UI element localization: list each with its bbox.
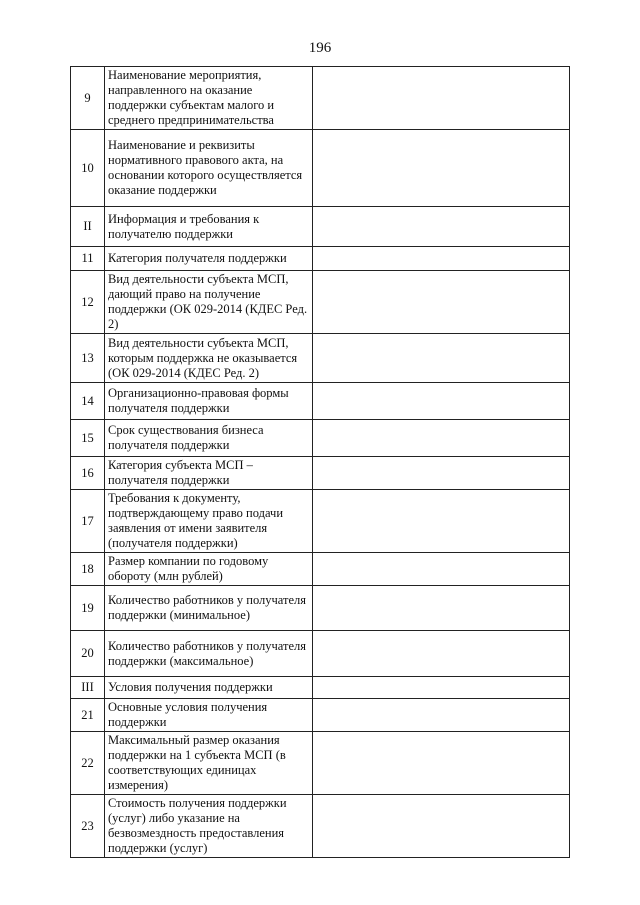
row-number: 15 [71,420,105,457]
row-value-cell [313,795,570,858]
table-row [71,490,570,553]
table-row [71,457,570,490]
row-number: 21 [71,699,105,732]
table-row [71,67,570,130]
table-row [71,247,570,271]
row-label: Организационно-правовая формы получателя поддержки [105,383,313,420]
row-value-cell [313,271,570,334]
row-value-cell [313,490,570,553]
row-value-cell [313,383,570,420]
row-value-cell [313,130,570,207]
row-number: 13 [71,334,105,383]
section-label: Условия получения поддержки [105,677,313,699]
row-label: Категория субъекта МСП – получателя поддержки [105,457,313,490]
row-number: 14 [71,383,105,420]
section-row [71,207,570,247]
section-number: III [71,677,105,699]
row-label: Количество работников у получателя поддержки (минимальное) [105,586,313,631]
row-value-cell [313,334,570,383]
table-row [71,732,570,795]
row-label: Вид деятельности субъекта МСП, которым поддержка не оказывается (ОК 029-2014 (КДЕС Ред. 2) [105,334,313,383]
row-number: 16 [71,457,105,490]
row-number: 19 [71,586,105,631]
section-label: Информация и требования к получателю поддержки [105,207,313,247]
row-number: 11 [71,247,105,271]
section-row [71,677,570,699]
table-row [71,631,570,677]
row-value-cell [313,67,570,130]
table-row [71,795,570,858]
row-label: Требования к документу, подтверждающему право подачи заявления от имени заявителя (получателя поддержки) [105,490,313,553]
row-label: Максимальный размер оказания поддержки на 1 субъекта МСП (в соответствующих единицах измерения) [105,732,313,795]
row-label: Стоимость получения поддержки (услуг) либо указание на безвозмездность предоставления поддержки (услуг) [105,795,313,858]
support-form-table [70,66,570,858]
row-value-cell [313,699,570,732]
row-value-cell [313,732,570,795]
row-label: Срок существования бизнеса получателя поддержки [105,420,313,457]
table-row [71,586,570,631]
table-row [71,130,570,207]
row-value-cell [313,677,570,699]
row-label: Наименование и реквизиты нормативного правового акта, на основании которого осуществляется оказание поддержки [105,130,313,207]
row-label: Размер компании по годовому обороту (млн рублей) [105,553,313,586]
row-value-cell [313,247,570,271]
row-number: 9 [71,67,105,130]
row-label: Основные условия получения поддержки [105,699,313,732]
table-row [71,553,570,586]
row-number: 12 [71,271,105,334]
row-value-cell [313,631,570,677]
row-value-cell [313,553,570,586]
row-number: 18 [71,553,105,586]
section-number: II [71,207,105,247]
row-value-cell [313,586,570,631]
row-number: 20 [71,631,105,677]
table-row [71,334,570,383]
row-value-cell [313,457,570,490]
row-value-cell [313,207,570,247]
page-number: 196 [308,40,332,56]
row-value-cell [313,420,570,457]
table-row [71,271,570,334]
row-label: Количество работников у получателя поддержки (максимальное) [105,631,313,677]
table-row [71,383,570,420]
table-row [71,699,570,732]
row-label: Вид деятельности субъекта МСП, дающий право на получение поддержки (ОК 029-2014 (КДЕС Ред. 2) [105,271,313,334]
row-label: Наименование мероприятия, направленного на оказание поддержки субъектам малого и среднего предпринимательства [105,67,313,130]
row-number: 23 [71,795,105,858]
row-number: 22 [71,732,105,795]
row-number: 17 [71,490,105,553]
row-label: Категория получателя поддержки [105,247,313,271]
row-number: 10 [71,130,105,207]
table-row [71,420,570,457]
